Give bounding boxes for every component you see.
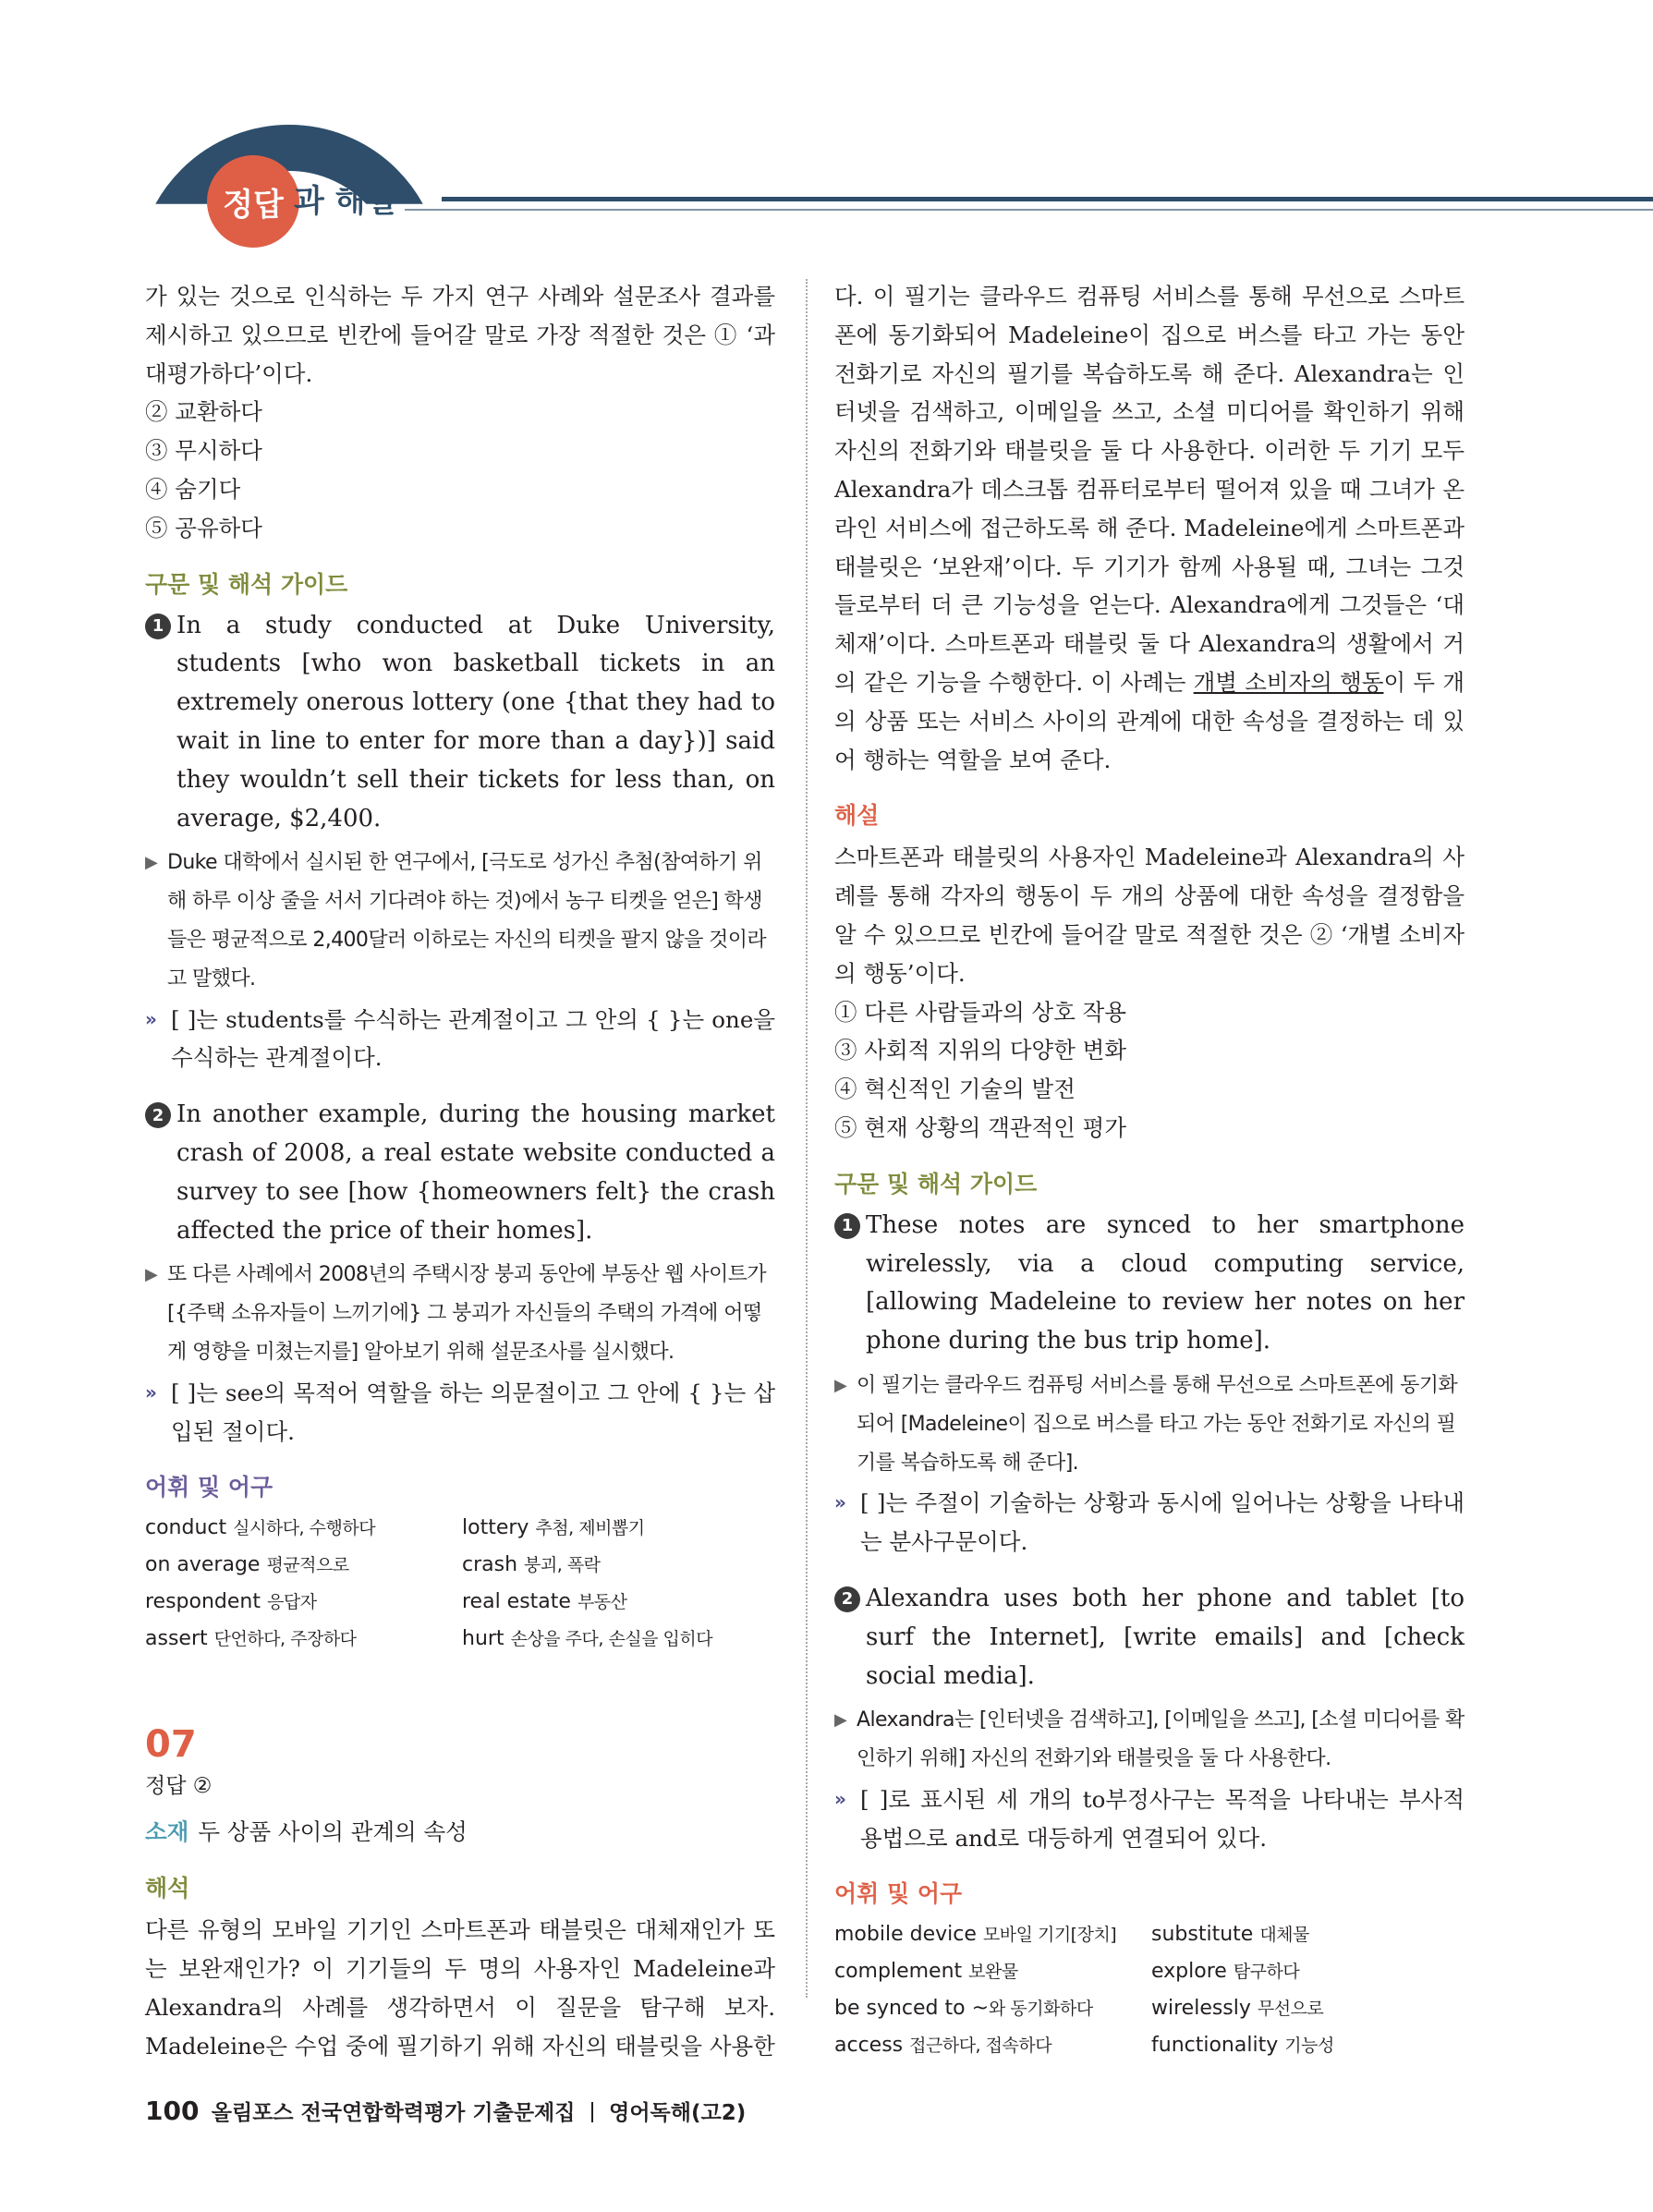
option: ④ 숨기다	[145, 475, 241, 503]
grammar-note-2	[145, 1374, 775, 1452]
vocab-item: access 접근하다, 접속하다	[834, 2034, 1052, 2058]
vocab-item: explore 탐구하다	[1151, 1960, 1300, 1984]
example-number: 1	[834, 1213, 860, 1239]
book-title: 올림포스 전국연합학력평가 기출문제집	[211, 2101, 576, 2125]
vocab-item: be synced to ~와 동기화하다	[834, 1997, 1093, 2021]
example-text: These notes are synced to her smartphone wirelessly, via a cloud computing service, [allowing Madeleine to review her notes on her phone during the bus trip home].	[866, 1210, 1465, 1355]
example-1	[834, 1207, 1465, 1361]
translation-2	[145, 1256, 775, 1371]
vocab-item: assert 단언하다, 주장하다	[145, 1627, 357, 1651]
vocab-list	[145, 1510, 775, 1658]
section-title-guide: 구문 및 해석 가이드	[834, 1170, 1038, 1197]
left-column	[145, 277, 775, 2066]
option: ⑤ 현재 상황의 객관적인 평가	[834, 1113, 1126, 1141]
example-text: In a study conducted at Duke University, students [who won basketball tickets in an extremely onerous lottery (one {that they had to wait in line to enter for more than a day})] said they wouldn’t sell their tickets for less than, on average, $2,400.	[176, 611, 775, 833]
vocab-list	[834, 1916, 1465, 2064]
double-chevron-icon: »	[145, 1007, 157, 1030]
double-chevron-icon: »	[834, 1787, 846, 1810]
vocab-item: substitute 대체물	[1151, 1923, 1309, 1947]
translation-passage: 다른 유형의 모바일 기기인 스마트폰과 태블릿은 대체재인가 또는 보완재인가? 이 기기들의 두 명의 사용자인 Madeleine과 Alexandra의 사례를 생각하면서 이 질문을 탐구해 보자. Madeleine은 수업 중에 필기하기 위해 자신의 태블릿을 사용한	[145, 1916, 775, 2060]
header-title: 과 해설	[294, 183, 396, 220]
translation-text: Duke 대학에서 실시된 한 연구에서, [극도로 성가신 추첨(참여하기 위해 하루 이상 줄을 서서 기다려야 하는 것)에서 농구 티켓을 얻은] 학생들은 평균적으로 2,400달러 이하로는 자신의 티켓을 팔지 않을 것이라고 말했다.	[167, 851, 767, 991]
triangle-icon: ▶	[145, 1265, 158, 1285]
page-number: 100	[145, 2096, 200, 2126]
topic	[145, 1813, 775, 1852]
intro-text: 가 있는 것으로 인식하는 두 가지 연구 사례와 설문조사 결과를 제시하고 있으므로 빈칸에 들어갈 말로 가장 적절한 것은 ① ‘과대평가하다’이다.	[145, 283, 775, 387]
example-number: 1	[145, 614, 171, 639]
note-text: [ ]는 주절이 기술하는 상황과 동시에 일어나는 상황을 나타내는 분사구문이다.	[860, 1489, 1465, 1556]
vocab-item: lottery 추첨, 제비뽑기	[462, 1516, 645, 1540]
vocab-item: mobile device 모바일 기기[장치]	[834, 1923, 1117, 1947]
vocab-item: hurt 손상을 주다, 손실을 입히다	[462, 1627, 713, 1651]
topic-text: 두 상품 사이의 관계의 속성	[198, 1818, 468, 1846]
translation-text: 또 다른 사례에서 2008년의 주택시장 붕괴 동안에 부동산 웹 사이트가 [{주택 소유자들이 느끼기에} 그 붕괴가 자신들의 주택의 가격에 어떻게 영향을 미쳤는지를] 알아보기 위해 설문조사를 실시했다.	[167, 1263, 767, 1364]
example-number: 2	[834, 1586, 860, 1612]
option: ⑤ 공유하다	[145, 514, 262, 541]
note-text: [ ]로 표시된 세 개의 to부정사구는 목적을 나타내는 부사적 용법으로 and로 대등하게 연결되어 있다.	[860, 1785, 1465, 1852]
section-title-guide: 구문 및 해석 가이드	[145, 570, 348, 598]
section-title-vocab: 어휘 및 어구	[834, 1880, 963, 1908]
section-title-vocab: 어휘 및 어구	[145, 1474, 273, 1501]
example-number: 2	[145, 1102, 171, 1128]
example-text: Alexandra uses both her phone and tablet [to surf the Internet], [write emails] and [check social media].	[866, 1584, 1465, 1690]
translation-passage-cont: 다. 이 필기는 클라우드 컴퓨팅 서비스를 통해 무선으로 스마트폰에 동기화되어 Madeleine이 집으로 버스를 타고 가는 동안 전화기로 자신의 필기를 복습하도록 해 준다. Alexandra는 인터넷을 검색하고, 이메일을 쓰고, 소셜 미디어를 확인하기 위해 자신의 전화기와 태블릿을 둘 다 사용한다. 이러한 두 기기 모두 Alexandra가 데스크톱 컴퓨터로부터 떨어져 있을 때 그녀가 온라인 서비스에 접근하도록 해 준다. Madeleine에게 스마트폰과 태블릿은 ‘보완재’이다. 두 기기가 함께 사용될 때, 그녀는 그것들로부터 더 큰 기능성을 얻는다. Alexandra에게 그것들은 ‘대체재’이다. 스마트폰과 태블릿 둘 다 Alexandra의 생활에서 거의 같은 기능을 수행한다. 이 사례는 개별 소비자의 행동이 두 개의 상품 또는 서비스 사이의 관계에 대한 속성을 결정하는 데 있어 행하는 역할을 보여 준다.	[834, 283, 1465, 773]
vocab-item: respondent 응답자	[145, 1590, 317, 1614]
triangle-icon: ▶	[145, 853, 158, 873]
vocab-item: crash 붕괴, 폭락	[462, 1553, 601, 1577]
vocab-item: functionality 기능성	[1151, 2034, 1334, 2058]
option: ② 교환하다	[145, 398, 262, 426]
example-1	[145, 607, 775, 839]
note-text: [ ]는 see의 목적어 역할을 하는 의문절이고 그 안에 { }는 삽입된 절이다.	[171, 1379, 775, 1445]
right-column	[834, 277, 1465, 2064]
section-title-translation: 해석	[145, 1875, 190, 1902]
underlined-phrase: 개별 소비자의 행동	[1193, 668, 1384, 696]
double-chevron-icon: »	[145, 1380, 157, 1404]
grammar-note-1	[834, 1484, 1465, 1562]
subject-title: 영어독해(고2)	[609, 2101, 747, 2125]
triangle-icon: ▶	[834, 1710, 847, 1731]
option: ③ 사회적 지위의 다양한 변화	[834, 1037, 1126, 1064]
header-rule-thin	[405, 209, 1653, 211]
double-chevron-icon: »	[834, 1491, 846, 1514]
grammar-note-2	[834, 1781, 1465, 1858]
footer-separator	[591, 2102, 593, 2122]
translation-text: 이 필기는 클라우드 컴퓨팅 서비스를 통해 무선으로 스마트폰에 동기화되어 [Madeleine이 집으로 버스를 타고 가는 동안 전화기로 자신의 필기를 복습하도록 해 준다].	[857, 1373, 1458, 1475]
vocab-item: real estate 부동산	[462, 1590, 627, 1614]
column-divider	[806, 279, 808, 1998]
triangle-icon: ▶	[834, 1375, 847, 1395]
note-text: [ ]는 students를 수식하는 관계절이고 그 안의 { }는 one을 수식하는 관계절이다.	[171, 1005, 775, 1072]
example-text: In another example, during the housing market crash of 2008, a real estate website conducted a survey to see [how {homeowners felt} the crash affected the price of their homes].	[176, 1100, 775, 1245]
header-badge: 정답	[207, 155, 299, 248]
section-title-commentary: 해설	[834, 802, 880, 830]
translation-2	[834, 1701, 1465, 1779]
topic-label: 소재	[145, 1818, 189, 1846]
vocab-item: complement 보완물	[834, 1960, 1018, 1984]
translation-1	[145, 844, 775, 998]
question-number: 07	[145, 1723, 197, 1767]
commentary-text: 스마트폰과 태블릿의 사용자인 Madeleine과 Alexandra의 사례를 통해 각자의 행동이 두 개의 상품에 대한 속성을 결정함을 알 수 있으므로 빈칸에 들어갈 말로 적절한 것은 ② ‘개별 소비자의 행동’이다.	[834, 844, 1465, 987]
vocab-item: conduct 실시하다, 수행하다	[145, 1516, 376, 1540]
header-rule	[442, 197, 1653, 201]
vocab-item: on average 평균적으로	[145, 1553, 349, 1577]
option: ③ 무시하다	[145, 437, 262, 465]
vocab-item: wirelessly 무선으로	[1151, 1997, 1324, 2021]
translation-text: Alexandra는 [인터넷을 검색하고], [이메일을 쓰고], [소셜 미디어를 확인하기 위해] 자신의 전화기와 태블릿을 둘 다 사용한다.	[857, 1708, 1465, 1771]
example-2	[834, 1580, 1465, 1695]
option: ④ 혁신적인 기술의 발전	[834, 1076, 1076, 1103]
answer: 정답 ②	[145, 1774, 213, 1799]
option: ① 다른 사람들과의 상호 작용	[834, 998, 1126, 1026]
grammar-note-1	[145, 1001, 775, 1078]
example-2	[145, 1096, 775, 1250]
page-footer	[145, 2096, 746, 2126]
translation-1	[834, 1367, 1465, 1482]
